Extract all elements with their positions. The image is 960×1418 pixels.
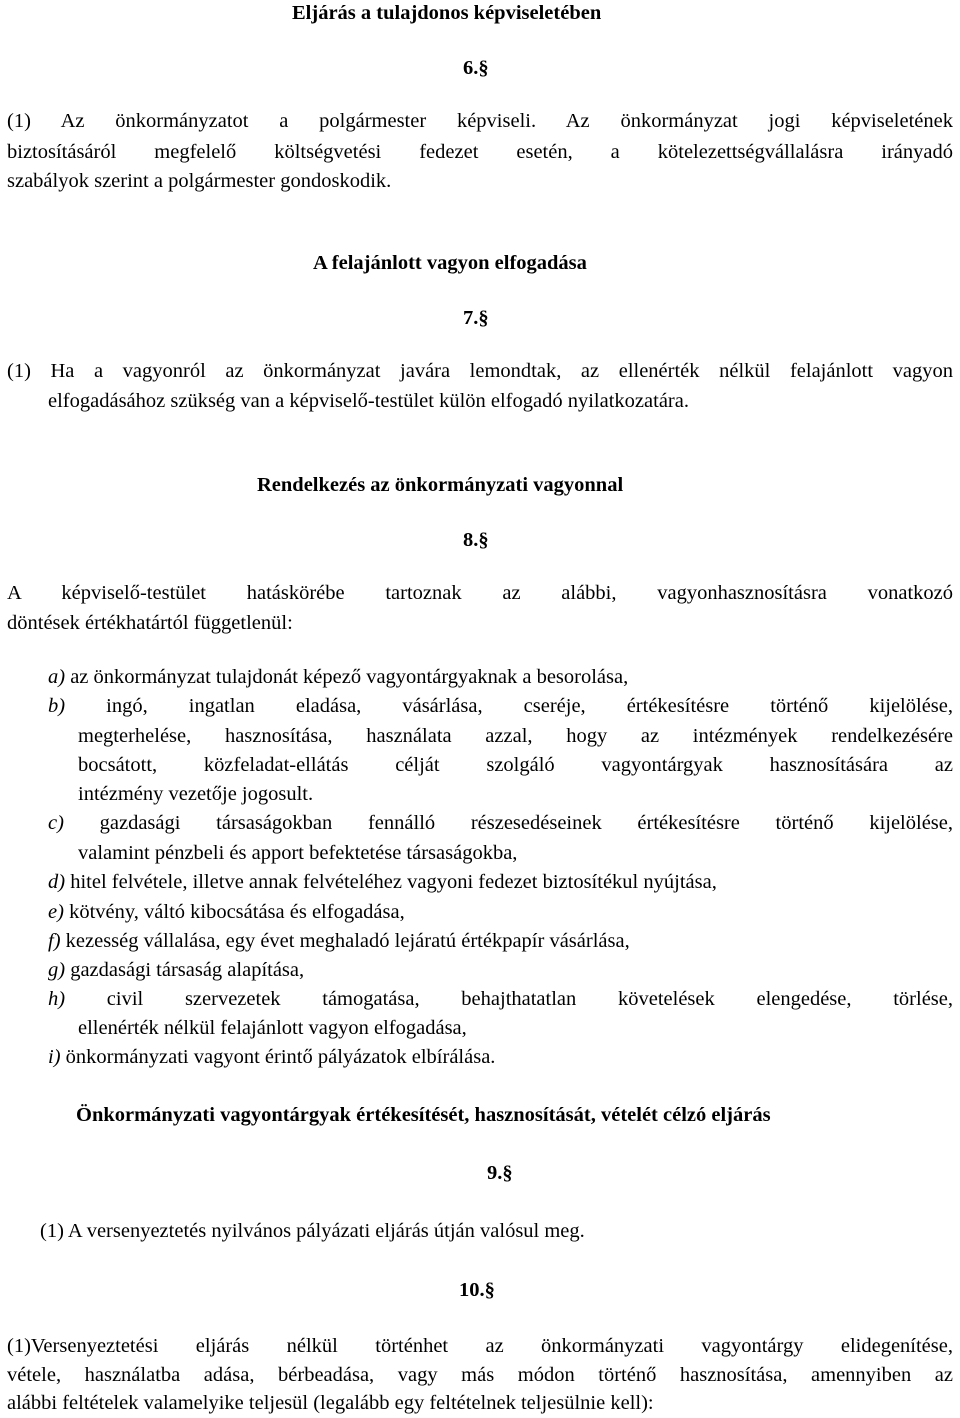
paragraph-line: elfogadásához szükség van a képviselő-testület külön elfogadó nyilatkozatára.	[48, 390, 689, 412]
list-item-text: önkormányzati vagyont érintő pályázatok elbírálása.	[65, 1046, 496, 1068]
list-item-text: kötvény, váltó kibocsátása és elfogadása,	[69, 901, 405, 923]
section-heading: Eljárás a tulajdonos képviseletében	[292, 2, 602, 24]
list-item-text: ingó, ingatlan eladása, vásárlása, cseréje, értékesítésre történő kijelölése,	[106, 695, 954, 717]
list-marker: i)	[48, 1046, 61, 1068]
paragraph-line: (1) Ha a vagyonról az önkormányzat javára lemondtak, az ellenérték nélkül felajánlott vagyon	[7, 360, 953, 382]
list-item-text: az önkormányzat tulajdonát képező vagyontárgyaknak a besorolása,	[70, 666, 629, 688]
list-item-text: gazdasági társaság alapítása,	[70, 959, 305, 981]
list-item-continuation: megterhelése, hasznosítása, használata azzal, hogy az intézmények rendelkezésére	[78, 725, 953, 747]
list-item	[48, 986, 953, 1012]
list-marker: d)	[48, 871, 66, 893]
section-number: 9.§	[487, 1162, 513, 1184]
list-item	[48, 869, 953, 895]
paragraph-line: döntések értékhatártól függetlenül:	[7, 612, 293, 634]
list-item	[48, 664, 953, 690]
list-item	[48, 957, 953, 983]
list-item-text: kezesség vállalása, egy évet meghaladó lejáratú értékpapír vásárlása,	[65, 930, 630, 952]
list-item-text: gazdasági társaságokban fennálló részesedéseinek értékesítésre történő kijelölése,	[99, 812, 953, 834]
section-number: 8.§	[463, 529, 489, 551]
section-number: 7.§	[463, 307, 489, 329]
list-item-continuation: bocsátott, közfeladat-ellátás célját szolgáló vagyontárgyak hasznosítására az	[78, 754, 953, 776]
list-marker: c)	[48, 812, 64, 834]
list-marker: g)	[48, 959, 66, 981]
paragraph-line: (1) A versenyeztetés nyilvános pályázati eljárás útján valósul meg.	[40, 1220, 585, 1242]
section-heading: A felajánlott vagyon elfogadása	[313, 252, 587, 274]
paragraph-line: A képviselő-testület hatáskörébe tartoznak az alábbi, vagyonhasznosításra vonatkozó	[7, 582, 953, 604]
section-heading: Rendelkezés az önkormányzati vagyonnal	[257, 474, 624, 496]
paragraph-line: alábbi feltételek valamelyike teljesül (legalább egy feltételnek teljesülnie kell):	[7, 1392, 654, 1414]
list-marker: h)	[48, 988, 66, 1010]
paragraph-line: (1)Versenyeztetési eljárás nélkül történhet az önkormányzati vagyontárgy elidegenítése,	[7, 1335, 953, 1357]
paragraph-line: vétele, használatba adása, bérbeadása, vagy más módon történő hasznosítása, amennyiben az	[7, 1364, 953, 1386]
section-heading: Önkormányzati vagyontárgyak értékesítését, hasznosítását, vételét célzó eljárás	[76, 1104, 771, 1126]
list-item	[48, 1044, 953, 1070]
list-item-continuation: valamint pénzbeli és apport befektetése társaságokba,	[78, 842, 518, 864]
list-marker: e)	[48, 901, 64, 923]
list-marker: b)	[48, 695, 66, 717]
paragraph-line: (1) Az önkormányzatot a polgármester képviseli. Az önkormányzat jogi képviseletének	[7, 110, 953, 132]
section-number: 6.§	[463, 57, 489, 79]
list-item-continuation: intézmény vezetője jogosult.	[78, 783, 314, 805]
list-item	[48, 693, 953, 719]
paragraph-line: biztosításáról megfelelő költségvetési fedezet esetén, a kötelezettségvállalásra irányadó	[7, 141, 953, 163]
list-item-continuation: ellenérték nélkül felajánlott vagyon elfogadása,	[78, 1017, 467, 1039]
list-item	[48, 899, 953, 925]
list-marker: f)	[48, 930, 61, 952]
list-item-text: hitel felvétele, illetve annak felvételéhez vagyoni fedezet biztosítékul nyújtása,	[70, 871, 717, 893]
section-number: 10.§	[459, 1279, 495, 1301]
list-marker: a)	[48, 666, 66, 688]
paragraph-line: szabályok szerint a polgármester gondoskodik.	[7, 170, 392, 192]
list-item	[48, 810, 953, 836]
list-item	[48, 928, 953, 954]
list-item-text: civil szervezetek támogatása, behajthatatlan követelések elengedése, törlése,	[106, 988, 953, 1010]
